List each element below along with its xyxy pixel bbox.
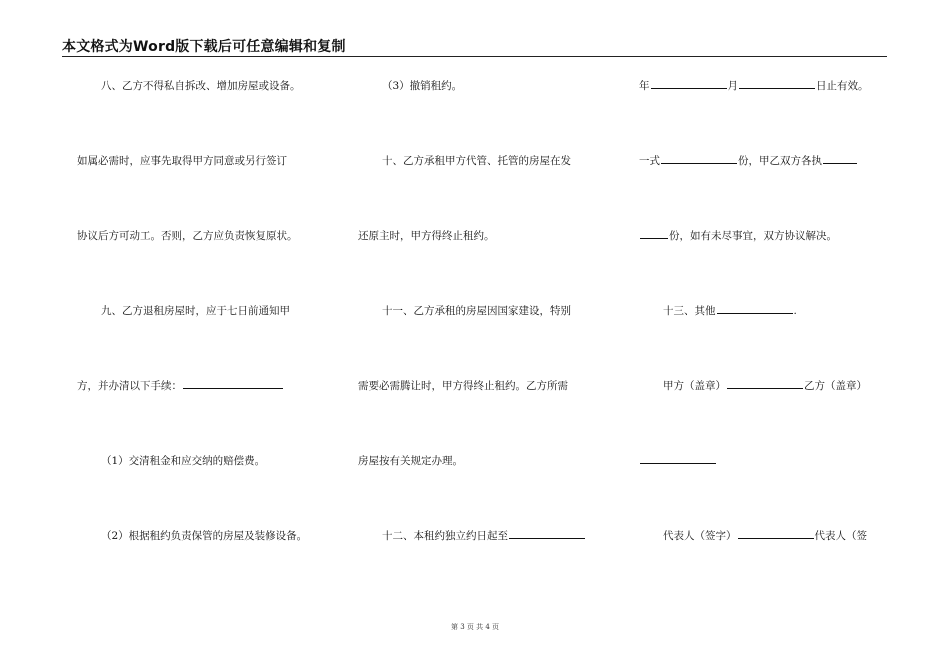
text-line: 十、乙方承租甲方代管、托管的房屋在发	[382, 155, 571, 167]
header-title: 本文格式为Word版下载后可任意编辑和复制	[62, 39, 346, 55]
text-line	[663, 304, 797, 318]
text-segment: 甲方（盖章）	[663, 380, 726, 392]
text-segment: 日止有效。	[816, 80, 869, 92]
text-line: 如属必需时，应事先取得甲方同意或另行签订	[77, 155, 287, 167]
text-line: 房屋按有关规定办理。	[358, 455, 463, 467]
text-line	[639, 154, 858, 168]
text-segment: 份，如有未尽事宜，双方协议解决。	[669, 230, 837, 242]
text-line: （1）交清租金和应交纳的赔偿费。	[101, 455, 266, 467]
fill-blank	[739, 79, 815, 89]
text-line	[639, 79, 869, 93]
left-column	[77, 0, 337, 672]
text-line: 协议后方可动工。否则，乙方应负责恢复原状。	[77, 230, 298, 242]
text-line	[639, 229, 837, 243]
page-number: 第 3 页 共 4 页	[450, 623, 500, 631]
text-line: 还原主时，甲方得终止租约。	[358, 230, 495, 242]
fill-blank	[640, 454, 716, 464]
fill-blank	[727, 379, 803, 389]
text-segment: .	[793, 305, 797, 317]
text-line: 八、乙方不得私自拆改、增加房屋或设备。	[101, 80, 301, 92]
text-segment: 代表人（签	[814, 530, 867, 542]
text-segment: 月	[727, 80, 738, 92]
text-line	[77, 379, 284, 393]
text-segment: 十三、其他	[663, 305, 716, 317]
text-segment: 方，并办清以下手续：	[77, 380, 182, 392]
fill-blank	[738, 529, 814, 539]
text-line	[663, 379, 867, 393]
text-line	[639, 454, 717, 468]
right-column	[639, 0, 889, 672]
text-line	[382, 529, 586, 543]
text-segment: 年	[639, 80, 650, 92]
text-line: 九、乙方退租房屋时，应于七日前通知甲	[101, 305, 290, 317]
fill-blank	[640, 229, 668, 239]
fill-blank	[661, 154, 737, 164]
middle-column	[358, 0, 618, 672]
fill-blank	[823, 154, 857, 164]
text-line: （3）撤销租约。	[382, 80, 463, 92]
text-segment: 份，甲乙双方各执	[738, 155, 822, 167]
fill-blank	[183, 379, 283, 389]
text-segment: 十二、本租约独立约日起至	[382, 530, 508, 542]
text-segment: 代表人（签字）	[663, 530, 737, 542]
text-segment: 乙方（盖章）	[804, 380, 867, 392]
text-line: 需要必需腾让时，甲方得终止租约。乙方所需	[358, 380, 568, 392]
text-line: 十一、乙方承租的房屋因国家建设，特别	[382, 305, 571, 317]
fill-blank	[509, 529, 585, 539]
text-line	[663, 529, 867, 543]
text-line: （2）根据租约负责保管的房屋及装修设备。	[101, 530, 308, 542]
fill-blank	[651, 79, 727, 89]
fill-blank	[717, 304, 793, 314]
text-segment: 一式	[639, 155, 660, 167]
